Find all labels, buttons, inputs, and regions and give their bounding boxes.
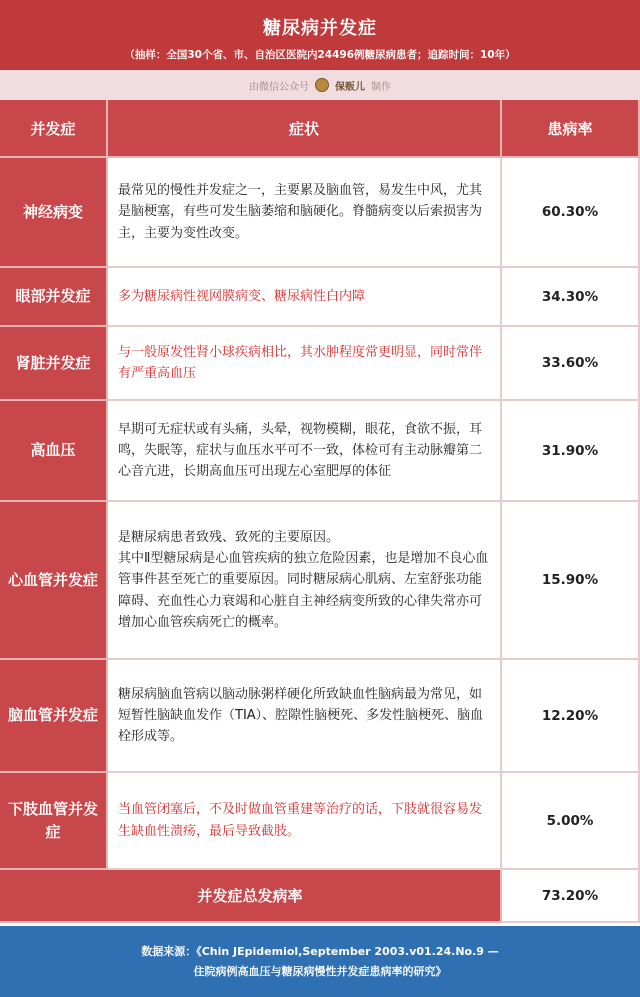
row-symptom: 当血管闭塞后，不及时做血管重建等治疗的话，下肢就很容易发生缺血性溃疡，最后导致截肢。 — [108, 773, 502, 870]
page-title: 糖尿病并发症 — [263, 18, 377, 39]
row-rate: 15.90% — [502, 502, 640, 660]
row-rate: 5.00% — [502, 773, 640, 870]
row-symptom: 是糖尿病患者致残、致死的主要原因。 其中Ⅱ型糖尿病是心血管疾病的独立危险因素，也是增加不良心血管事件甚至死亡的重要原因。同时糖尿病心肌病、左室舒张功能障碍、充血性心力衰竭和心脏自主神经病变所致的心律失常亦可增加心血管疾病死亡的概率。 — [108, 502, 502, 660]
row-symptom: 多为糖尿病性视网膜病变、糖尿病性白内障 — [108, 268, 502, 327]
complications-table — [0, 100, 640, 923]
row-rate: 31.90% — [502, 401, 640, 502]
source-footer — [0, 926, 640, 997]
row-name: 肾脏并发症 — [0, 327, 108, 401]
column-header-complication: 并发症 — [0, 100, 108, 158]
credit-bar — [0, 70, 640, 100]
row-name: 神经病变 — [0, 158, 108, 268]
source-line-2: 住院病例高血压与糖尿病慢性并发症患病率的研究》 — [193, 964, 447, 978]
row-symptom: 糖尿病脑血管病以脑动脉粥样硬化所致缺血性脑病最为常见，如短暂性脑缺血发作（TIA）、腔隙性脑梗死、多发性脑梗死、脑血栓形成等。 — [108, 660, 502, 773]
header — [0, 0, 640, 70]
row-rate: 34.30% — [502, 268, 640, 327]
credit-suffix: 制作 — [371, 81, 391, 93]
brand-logo-icon — [315, 78, 329, 92]
total-label: 并发症总发病率 — [0, 870, 502, 923]
row-rate: 33.60% — [502, 327, 640, 401]
source-line-1: 数据来源：《Chin JEpidemiol,September 2003.v01.24.No.9 — — [141, 945, 499, 959]
row-name: 脑血管并发症 — [0, 660, 108, 773]
row-symptom: 与一般原发性肾小球疾病相比，其水肿程度常更明显，同时常伴有严重高血压 — [108, 327, 502, 401]
row-rate: 60.30% — [502, 158, 640, 268]
row-name: 心血管并发症 — [0, 502, 108, 660]
row-rate: 12.20% — [502, 660, 640, 773]
column-header-symptom: 症状 — [108, 100, 502, 158]
row-symptom: 早期可无症状或有头痛，头晕，视物模糊，眼花，食欲不振，耳鸣，失眠等，症状与血压水平可不一致，体检可有主动脉瓣第二心音亢进，长期高血压可出现左心室肥厚的体征 — [108, 401, 502, 502]
row-name: 下肢血管并发症 — [0, 773, 108, 870]
total-rate: 73.20% — [502, 870, 640, 923]
column-header-rate: 患病率 — [502, 100, 640, 158]
row-name: 高血压 — [0, 401, 108, 502]
page-subtitle: （抽样：全国30个省、市、自治区医院内24496例糖尿病患者；追踪时间：10年） — [124, 49, 516, 61]
credit-prefix: 由微信公众号 — [249, 81, 309, 93]
row-name: 眼部并发症 — [0, 268, 108, 327]
credit-brand: 保贩儿 — [335, 81, 365, 93]
row-symptom: 最常见的慢性并发症之一，主要累及脑血管，易发生中风，尤其是脑梗塞，有些可发生脑萎缩和脑硬化。脊髓病变以后索损害为主，主要为变性改变。 — [108, 158, 502, 268]
